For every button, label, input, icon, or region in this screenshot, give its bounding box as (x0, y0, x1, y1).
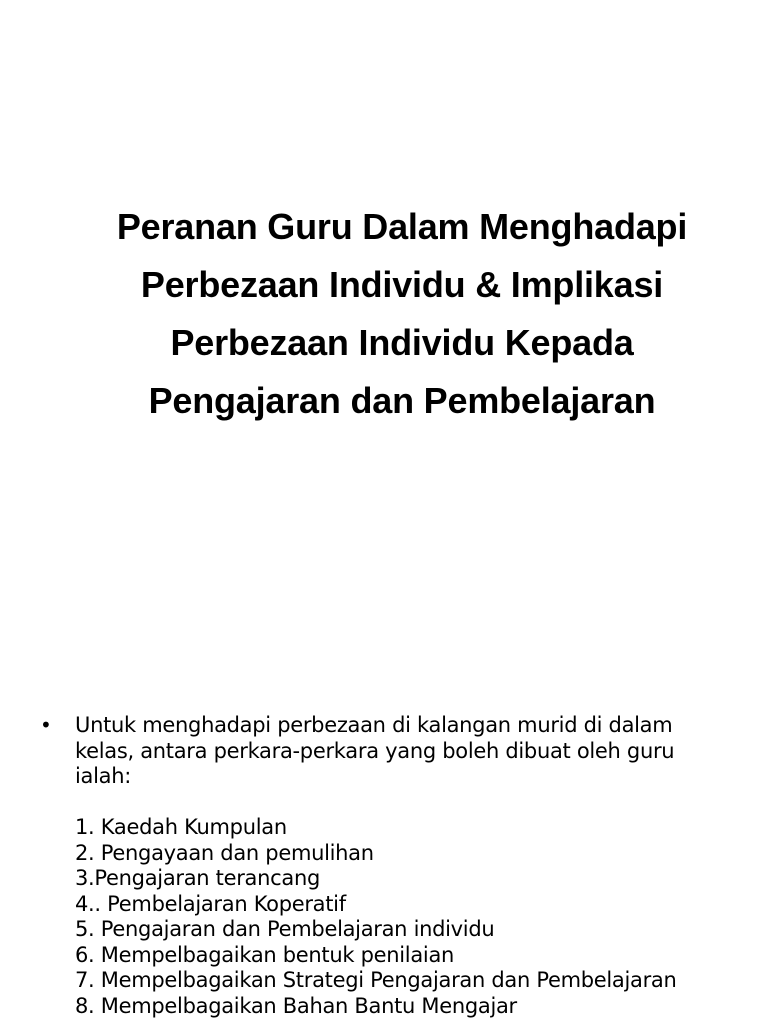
list-item-2: 2. Pengayaan dan pemulihan (75, 840, 374, 865)
title-line-4: Pengajaran dan Pembelajaran (148, 380, 656, 421)
list-item-4: 4.. Pembelajaran Koperatif (75, 891, 346, 916)
intro-line-1: Untuk menghadapi perbezaan di kalangan murid di dalam (75, 713, 673, 737)
slide-body (40, 713, 740, 1019)
list-item-1: 1. Kaedah Kumpulan (75, 815, 287, 839)
intro-paragraph (75, 713, 755, 790)
list-item-3: 3.Pengajaran terancang (75, 866, 320, 890)
strategy-list (75, 815, 740, 1019)
list-item-6: 6. Mempelbagaikan bentuk penilaian (75, 942, 455, 967)
intro-line-3: ialah: (75, 764, 131, 788)
slide-title (40, 198, 764, 430)
list-item-7: 7. Mempelbagaikan Strategi Pengajaran dan Pembelajaran (75, 968, 677, 992)
intro-line-2: kelas, antara perkara-perkara yang boleh dibuat oleh guru (75, 738, 675, 763)
title-line-2: Perbezaan Individu & Implikasi (140, 264, 664, 305)
title-line-3: Perbezaan Individu Kepada (170, 322, 634, 363)
list-item-5: 5. Pengajaran dan Pembelajaran individu (75, 917, 495, 941)
paragraph-spacer (40, 790, 740, 816)
list-item-8: 8. Mempelbagaikan Bahan Bantu Mengajar (75, 993, 517, 1018)
bullet-marker: • (40, 713, 52, 737)
title-line-1: Peranan Guru Dalam Menghadapi (116, 206, 688, 247)
